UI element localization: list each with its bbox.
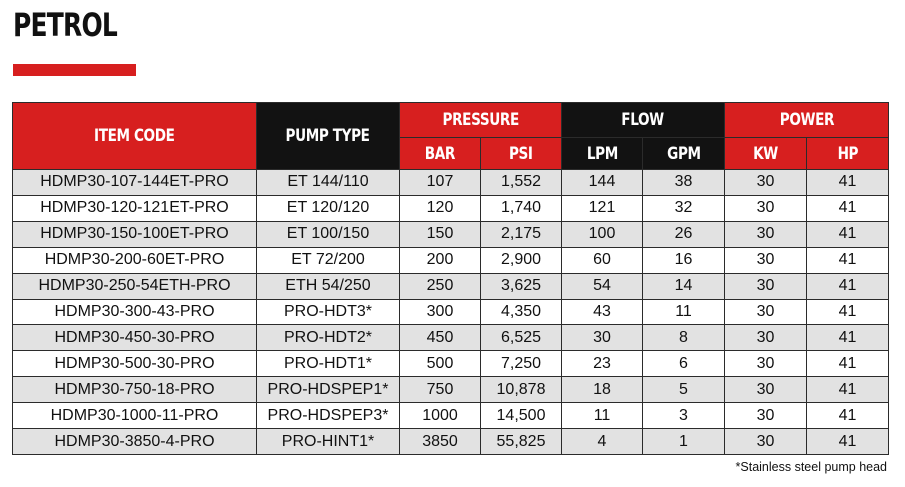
cell-pump-type: PRO-HINT1* — [257, 429, 400, 455]
cell-psi: 2,900 — [481, 247, 562, 273]
cell-item-code: HDMP30-107-144ET-PRO — [13, 170, 257, 196]
cell-gpm: 6 — [643, 351, 725, 377]
cell-item-code: HDMP30-120-121ET-PRO — [13, 195, 257, 221]
cell-hp: 41 — [807, 195, 889, 221]
cell-kw: 30 — [725, 351, 807, 377]
cell-item-code: HDMP30-150-100ET-PRO — [13, 221, 257, 247]
cell-gpm: 1 — [643, 429, 725, 455]
cell-hp: 41 — [807, 299, 889, 325]
cell-lpm: 30 — [562, 325, 643, 351]
cell-hp: 41 — [807, 170, 889, 196]
cell-pump-type: ET 72/200 — [257, 247, 400, 273]
cell-gpm: 16 — [643, 247, 725, 273]
cell-psi: 10,878 — [481, 377, 562, 403]
cell-pump-type: PRO-HDSPEP3* — [257, 403, 400, 429]
table-row — [13, 247, 889, 273]
cell-bar: 200 — [400, 247, 481, 273]
header-psi: PSI — [481, 138, 562, 170]
cell-gpm: 38 — [643, 170, 725, 196]
cell-kw: 30 — [725, 170, 807, 196]
cell-lpm: 23 — [562, 351, 643, 377]
cell-kw: 30 — [725, 325, 807, 351]
cell-gpm: 3 — [643, 403, 725, 429]
header-pump-type: PUMP TYPE — [257, 103, 400, 170]
cell-lpm: 60 — [562, 247, 643, 273]
cell-gpm: 32 — [643, 195, 725, 221]
title-underline-bar — [13, 64, 136, 76]
cell-item-code: HDMP30-1000-11-PRO — [13, 403, 257, 429]
header-power: POWER — [725, 103, 889, 138]
cell-gpm: 26 — [643, 221, 725, 247]
cell-hp: 41 — [807, 273, 889, 299]
cell-lpm: 4 — [562, 429, 643, 455]
cell-pump-type: PRO-HDT1* — [257, 351, 400, 377]
cell-item-code: HDMP30-300-43-PRO — [13, 299, 257, 325]
table-row — [13, 221, 889, 247]
table-row — [13, 273, 889, 299]
cell-bar: 250 — [400, 273, 481, 299]
table-row — [13, 377, 889, 403]
cell-pump-type: ET 144/110 — [257, 170, 400, 196]
cell-psi: 6,525 — [481, 325, 562, 351]
cell-bar: 450 — [400, 325, 481, 351]
cell-kw: 30 — [725, 273, 807, 299]
cell-bar: 750 — [400, 377, 481, 403]
cell-item-code: HDMP30-450-30-PRO — [13, 325, 257, 351]
cell-gpm: 5 — [643, 377, 725, 403]
cell-hp: 41 — [807, 377, 889, 403]
cell-hp: 41 — [807, 247, 889, 273]
cell-pump-type: ET 100/150 — [257, 221, 400, 247]
cell-lpm: 100 — [562, 221, 643, 247]
header-hp: HP — [807, 138, 889, 170]
cell-bar: 3850 — [400, 429, 481, 455]
cell-lpm: 144 — [562, 170, 643, 196]
cell-kw: 30 — [725, 221, 807, 247]
cell-bar: 500 — [400, 351, 481, 377]
table-row — [13, 403, 889, 429]
cell-lpm: 121 — [562, 195, 643, 221]
page-title: PETROL — [13, 6, 118, 44]
cell-pump-type: ET 120/120 — [257, 195, 400, 221]
cell-hp: 41 — [807, 325, 889, 351]
cell-lpm: 43 — [562, 299, 643, 325]
cell-hp: 41 — [807, 403, 889, 429]
cell-lpm: 54 — [562, 273, 643, 299]
footnote: *Stainless steel pump head — [735, 460, 887, 474]
header-lpm: LPM — [562, 138, 643, 170]
table-row — [13, 429, 889, 455]
table-row — [13, 299, 889, 325]
header-bar: BAR — [400, 138, 481, 170]
table-row — [13, 351, 889, 377]
table-row — [13, 195, 889, 221]
table-row — [13, 170, 889, 196]
cell-gpm: 11 — [643, 299, 725, 325]
cell-kw: 30 — [725, 377, 807, 403]
cell-psi: 3,625 — [481, 273, 562, 299]
cell-bar: 300 — [400, 299, 481, 325]
cell-kw: 30 — [725, 247, 807, 273]
cell-item-code: HDMP30-3850-4-PRO — [13, 429, 257, 455]
cell-item-code: HDMP30-500-30-PRO — [13, 351, 257, 377]
cell-item-code: HDMP30-750-18-PRO — [13, 377, 257, 403]
cell-bar: 1000 — [400, 403, 481, 429]
header-pressure: PRESSURE — [400, 103, 562, 138]
table-row — [13, 325, 889, 351]
cell-pump-type: PRO-HDT3* — [257, 299, 400, 325]
header-kw: KW — [725, 138, 807, 170]
cell-pump-type: ETH 54/250 — [257, 273, 400, 299]
cell-hp: 41 — [807, 351, 889, 377]
cell-psi: 1,740 — [481, 195, 562, 221]
cell-psi: 7,250 — [481, 351, 562, 377]
cell-kw: 30 — [725, 195, 807, 221]
cell-item-code: HDMP30-200-60ET-PRO — [13, 247, 257, 273]
header-flow: FLOW — [562, 103, 725, 138]
cell-pump-type: PRO-HDT2* — [257, 325, 400, 351]
cell-gpm: 14 — [643, 273, 725, 299]
cell-bar: 107 — [400, 170, 481, 196]
cell-lpm: 11 — [562, 403, 643, 429]
cell-psi: 4,350 — [481, 299, 562, 325]
cell-lpm: 18 — [562, 377, 643, 403]
cell-kw: 30 — [725, 403, 807, 429]
cell-bar: 150 — [400, 221, 481, 247]
cell-pump-type: PRO-HDSPEP1* — [257, 377, 400, 403]
header-gpm: GPM — [643, 138, 725, 170]
cell-gpm: 8 — [643, 325, 725, 351]
cell-hp: 41 — [807, 429, 889, 455]
cell-hp: 41 — [807, 221, 889, 247]
cell-kw: 30 — [725, 299, 807, 325]
cell-kw: 30 — [725, 429, 807, 455]
cell-psi: 55,825 — [481, 429, 562, 455]
cell-psi: 1,552 — [481, 170, 562, 196]
cell-psi: 2,175 — [481, 221, 562, 247]
header-item-code: ITEM CODE — [13, 103, 257, 170]
cell-psi: 14,500 — [481, 403, 562, 429]
cell-item-code: HDMP30-250-54ETH-PRO — [13, 273, 257, 299]
cell-bar: 120 — [400, 195, 481, 221]
pump-spec-table — [12, 102, 889, 455]
